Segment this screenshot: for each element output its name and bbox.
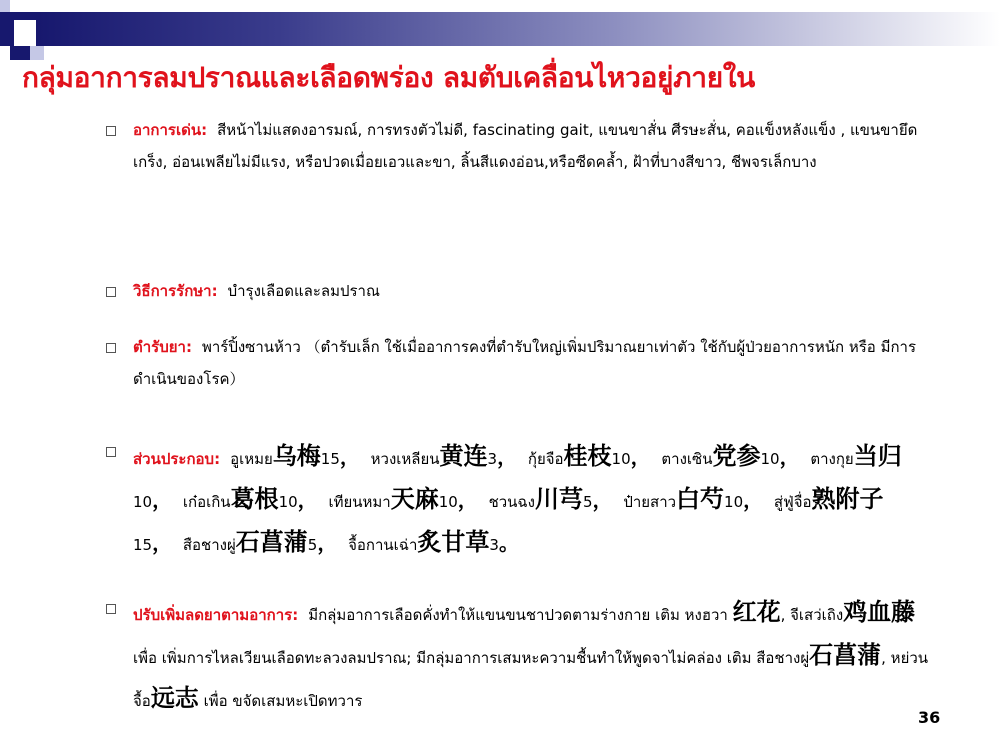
herb-thai-name: สู่ฟู่จื่อ (773, 493, 812, 511)
section-label: วิธีการรักษา: (133, 282, 218, 300)
herb-dose: 15 (133, 536, 153, 554)
decor-square (14, 20, 36, 46)
section-text: พาร์ปิ้งซานห้าว （ตำรับเล็ก ใช้เมื่ออาการคงที่ตำรับใหญ่เพิ่มปริมาณยาเท่าตัว ใช้กับผู้ป่วยอาการหนัก หรือ มีการดำเนินของโรค） (133, 338, 917, 388)
herb-thai-name: สือชางผู่ (182, 536, 236, 554)
section-label: ตำรับยา: (133, 338, 192, 356)
herb-chinese-name: 炙甘草 (417, 528, 490, 556)
herb-separator: ， (779, 445, 800, 469)
herb-chinese-name: 熟附子 (811, 485, 884, 513)
header-gradient-band (38, 12, 1000, 46)
herb-dose: 5 (582, 493, 593, 511)
herb-separator: 。 (498, 531, 519, 555)
herb-dose: 15 (320, 450, 340, 468)
section-formula (133, 331, 923, 395)
herb-thai-name: หวงเหลียน (370, 450, 440, 468)
section-treatment (133, 275, 923, 307)
herb-chinese-name: 红花 (732, 598, 781, 626)
slide-title: กลุ่มอาการลมปราณและเลือดพร่อง ลมตับเคลื่อนไหวอยู่ภายใน (22, 61, 756, 94)
herb-dose: 5 (307, 536, 318, 554)
herb-separator: ， (317, 531, 338, 555)
section-symptoms (133, 114, 923, 178)
herb-separator: ， (152, 488, 173, 512)
page-number: 36 (918, 708, 941, 727)
herb-item (230, 442, 366, 470)
herb-separator: ， (630, 445, 651, 469)
herb-thai-name: ตางกุย (810, 450, 854, 468)
section-text: สีหน้าไม่แสดงอารมณ์, การทรงตัวไม่ดี, fascinating gait, แขนขาสั่น ศีรษะสั่น, คอแข็งหลังแข็ง , แขนขายึดเกร็ง, อ่อนเพลียไม่มีแรง, หรือปวดเมื่อยเอวและขา, ลิ้นสีแดงอ่อน,หรือซีดคล้ำ, ฝ้าที่บางสีขาว, ชีพจรเล็กบาง (133, 121, 918, 171)
section-adjustments (133, 592, 933, 721)
herb-separator: ， (457, 488, 478, 512)
section-text: บำรุงเลือดและลมปราณ (227, 282, 380, 300)
herb-separator: ， (339, 445, 360, 469)
decor-square (10, 0, 34, 12)
herb-dose: 3 (487, 450, 498, 468)
herb-dose: 3 (489, 536, 499, 554)
herb-chinese-name: 鸡血藤 (843, 598, 916, 626)
herb-dose: 10 (724, 493, 744, 511)
herb-item (348, 528, 525, 556)
herb-chinese-name: 葛根 (230, 485, 279, 513)
herb-chinese-name: 当归 (853, 442, 902, 470)
section-text: , หย่วนจื้อ (133, 649, 929, 710)
herb-dose: 10 (278, 493, 298, 511)
herb-thai-name: ป๋ายสาว (623, 493, 677, 511)
bullet-icon (106, 604, 116, 614)
herb-item (370, 442, 523, 470)
herb-separator: ， (497, 445, 518, 469)
herb-thai-name: เทียนหมา (328, 493, 391, 511)
herb-item (661, 442, 805, 470)
herb-thai-name: จื้อกานเฉ่า (348, 536, 418, 554)
section-text: มีกลุ่มอาการเลือดคั่งทำให้แขนขนชาปวดตามร่างกาย เติม หงฮวา (308, 606, 728, 624)
herb-list (133, 442, 902, 556)
herb-item (182, 485, 324, 513)
section-label: ปรับเพิ่มลดยาตามอาการ: (133, 606, 299, 624)
herb-thai-name: กุ้ยจือ (527, 450, 564, 468)
herb-chinese-name: 党参 (712, 442, 761, 470)
herb-dose: 10 (133, 493, 153, 511)
section-ingredients (133, 436, 923, 565)
herb-item (623, 485, 769, 513)
herb-chinese-name: 川芎 (534, 485, 583, 513)
herb-thai-name: อูเหมย (230, 450, 273, 468)
herb-chinese-name: 桂枝 (563, 442, 612, 470)
herb-chinese-name: 远志 (150, 684, 199, 712)
herb-dose: 10 (438, 493, 458, 511)
herb-dose: 10 (611, 450, 631, 468)
herb-dose: 10 (760, 450, 780, 468)
section-label: ส่วนประกอบ: (133, 450, 221, 468)
section-text: เพื่อ เพิ่มการไหลเวียนเลือดทะลวงลมปราณ; มีกลุ่มอาการเสมหะความชื้นทำให้พูดจาไม่คล่อง เติม สือชางผู่ (133, 649, 810, 667)
herb-item (182, 528, 343, 556)
herb-chinese-name: 石菖蒲 (235, 528, 308, 556)
herb-chinese-name: 石菖蒲 (809, 641, 882, 669)
herb-chinese-name: 天麻 (390, 485, 439, 513)
herb-item (328, 485, 483, 513)
herb-chinese-name: 白芍 (676, 485, 725, 513)
herb-separator: ， (297, 488, 318, 512)
herb-separator: ， (152, 531, 173, 555)
section-text: เพื่อ ขจัดเสมหะเปิดทวาร (198, 692, 363, 710)
bullet-icon (106, 287, 116, 297)
decor-square (0, 0, 10, 12)
section-text: , จีเสว่เถิง (780, 606, 844, 624)
herb-chinese-name: 乌梅 (272, 442, 321, 470)
herb-chinese-name: 黄连 (439, 442, 488, 470)
herb-item (488, 485, 619, 513)
herb-separator: ， (743, 488, 764, 512)
herb-item (527, 442, 657, 470)
herb-thai-name: ชวนฉง (488, 493, 535, 511)
bullet-icon (106, 126, 116, 136)
bullet-icon (106, 343, 116, 353)
bullet-icon (106, 447, 116, 457)
herb-separator: ， (592, 488, 613, 512)
section-label: อาการเด่น: (133, 121, 208, 139)
herb-thai-name: ตางเซิน (661, 450, 713, 468)
herb-thai-name: เก๋อเกิน (182, 493, 231, 511)
